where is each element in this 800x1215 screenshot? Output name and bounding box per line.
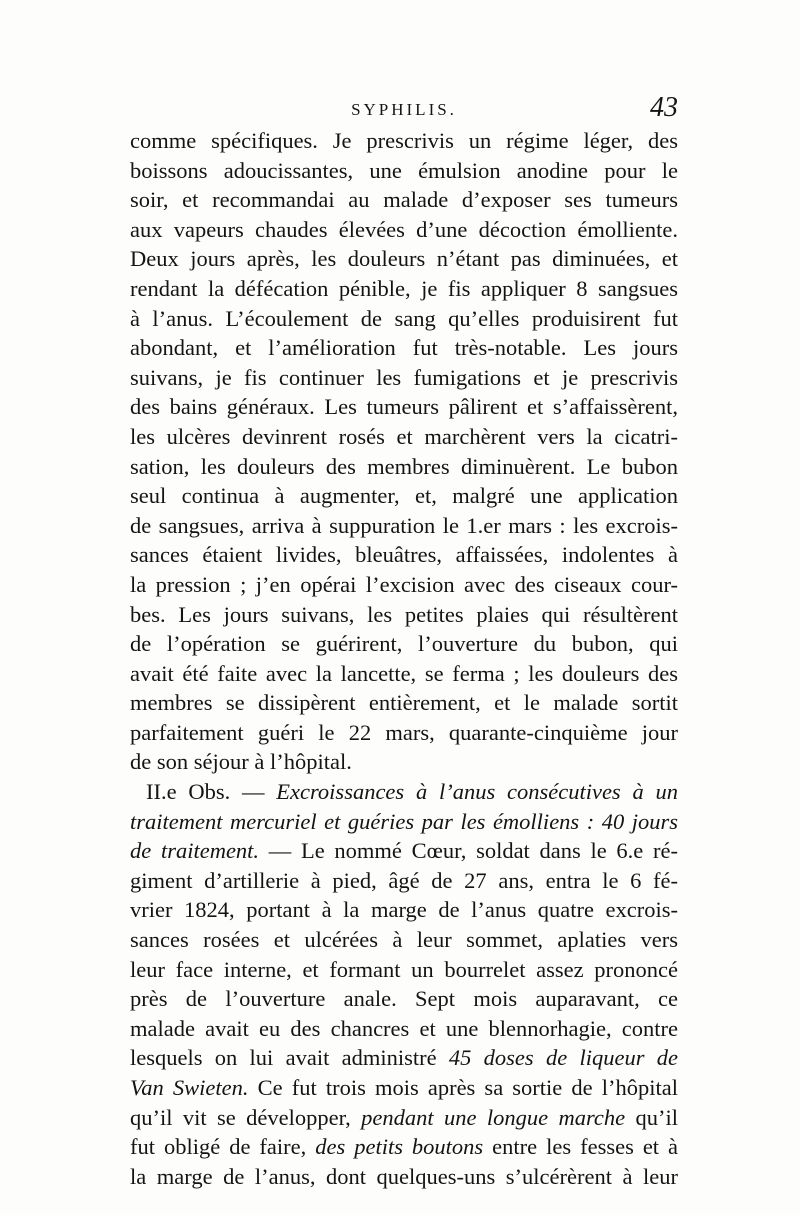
text-line: abondant, et l’amélioration fut très-notable. Les jours	[130, 335, 678, 361]
text-line: Deux jours après, les douleurs n’étant pas diminuées, et	[130, 246, 678, 272]
text-line: sances étaient livides, bleuâtres, affaissées, indolentes à	[130, 542, 678, 568]
text-line: boissons adoucissantes, une émulsion anodine pour le	[130, 157, 678, 183]
text-segment-italic: 45 doses de liqueur de	[448, 1045, 678, 1071]
text-segment: Ce fut trois mois après sa sortie de l’hôpital	[248, 1075, 678, 1100]
text-segment: — Le nommé Cœur, soldat dans le 6.e ré-	[259, 838, 678, 864]
text-line: de l’opération se guérirent, l’ouverture du bubon, qui	[130, 631, 678, 657]
observation-title-end: de traitement.	[130, 838, 260, 864]
text-segment: entre les fesses et à	[483, 1134, 678, 1160]
observation-title-line: traitement mercuriel et guéries par les émolliens : 40 jours	[130, 808, 678, 834]
text-line: sances rosées et ulcérées à leur sommet, aplaties vers	[130, 927, 678, 953]
observation-number: II.e Obs. —	[146, 779, 277, 805]
text-line: la marge de l’anus, dont quelques-uns s’ulcérèrent à leur	[130, 1163, 678, 1189]
page-number: 43	[650, 92, 678, 123]
text-line: seul continua à augmenter, et, malgré une application	[130, 483, 678, 509]
text-line: à l’anus. L’écoulement de sang qu’elles produisirent fut	[130, 305, 678, 331]
text-line	[130, 1043, 678, 1073]
observation-heading-line	[130, 777, 678, 807]
text-line: soir, et recommandai au malade d’exposer ses tumeurs	[130, 187, 678, 213]
text-line: les ulcères devinrent rosés et marchèrent vers la cicatri-	[130, 423, 678, 449]
text-line: vrier 1824, portant à la marge de l’anus quatre excrois-	[130, 897, 678, 923]
text-line: de sangsues, arriva à suppuration le 1.er mars : les excrois-	[130, 512, 678, 538]
text-line: malade avait eu des chancres et une blennorhagie, contre	[130, 1015, 678, 1041]
text-line: aux vapeurs chaudes élevées d’une décoction émolliente.	[130, 216, 678, 242]
text-line: giment d’artillerie à pied, âgé de 27 ans, entra le 6 fé-	[130, 867, 678, 893]
text-line	[130, 1132, 678, 1162]
text-line: près de l’ouverture anale. Sept mois auparavant, ce	[130, 986, 678, 1012]
text-line: leur face interne, et formant un bourrelet assez prononcé	[130, 956, 678, 982]
text-line	[130, 1103, 678, 1133]
text-line: suivans, je fis continuer les fumigations et je prescrivis	[130, 364, 678, 390]
text-line: des bains généraux. Les tumeurs pâlirent et s’affaissèrent,	[130, 394, 678, 420]
text-line: la pression ; j’en opérai l’excision avec des ciseaux cour-	[130, 571, 678, 597]
text-line: comme spécifiques. Je prescrivis un régime léger, des	[130, 128, 678, 153]
text-segment: fut obligé de faire,	[130, 1134, 316, 1160]
observation-title: Excroissances à l’anus consécutives à un	[276, 779, 678, 805]
text-line	[130, 836, 678, 866]
text-segment-italic: des petits boutons	[315, 1134, 484, 1160]
text-line	[130, 1073, 678, 1103]
text-line: bes. Les jours suivans, les petites plaies qui résultèrent	[130, 601, 678, 627]
text-line: parfaitement guéri le 22 mars, quarante-cinquième jour	[130, 719, 678, 745]
text-line: sation, les douleurs des membres diminuèrent. Le bubon	[130, 453, 678, 479]
text-line: membres se dissipèrent entièrement, et le malade sortit	[130, 690, 678, 716]
text-line: avait été faite avec la lancette, se ferma ; les douleurs des	[130, 660, 678, 686]
text-line: de son séjour à l’hôpital.	[130, 749, 352, 775]
body-text	[130, 126, 678, 1191]
text-segment-italic: Van Swieten.	[130, 1075, 249, 1100]
running-title: SYPHILIS.	[351, 100, 457, 119]
text-segment-italic: pendant une longue marche	[361, 1104, 626, 1130]
text-segment: lesquels on lui avait administré	[130, 1045, 449, 1071]
text-segment: qu’il	[625, 1104, 678, 1130]
text-segment: qu’il vit se développer,	[130, 1104, 362, 1130]
text-line: rendant la défécation pénible, je fis appliquer 8 sangsues	[130, 275, 678, 301]
running-head	[130, 92, 678, 128]
